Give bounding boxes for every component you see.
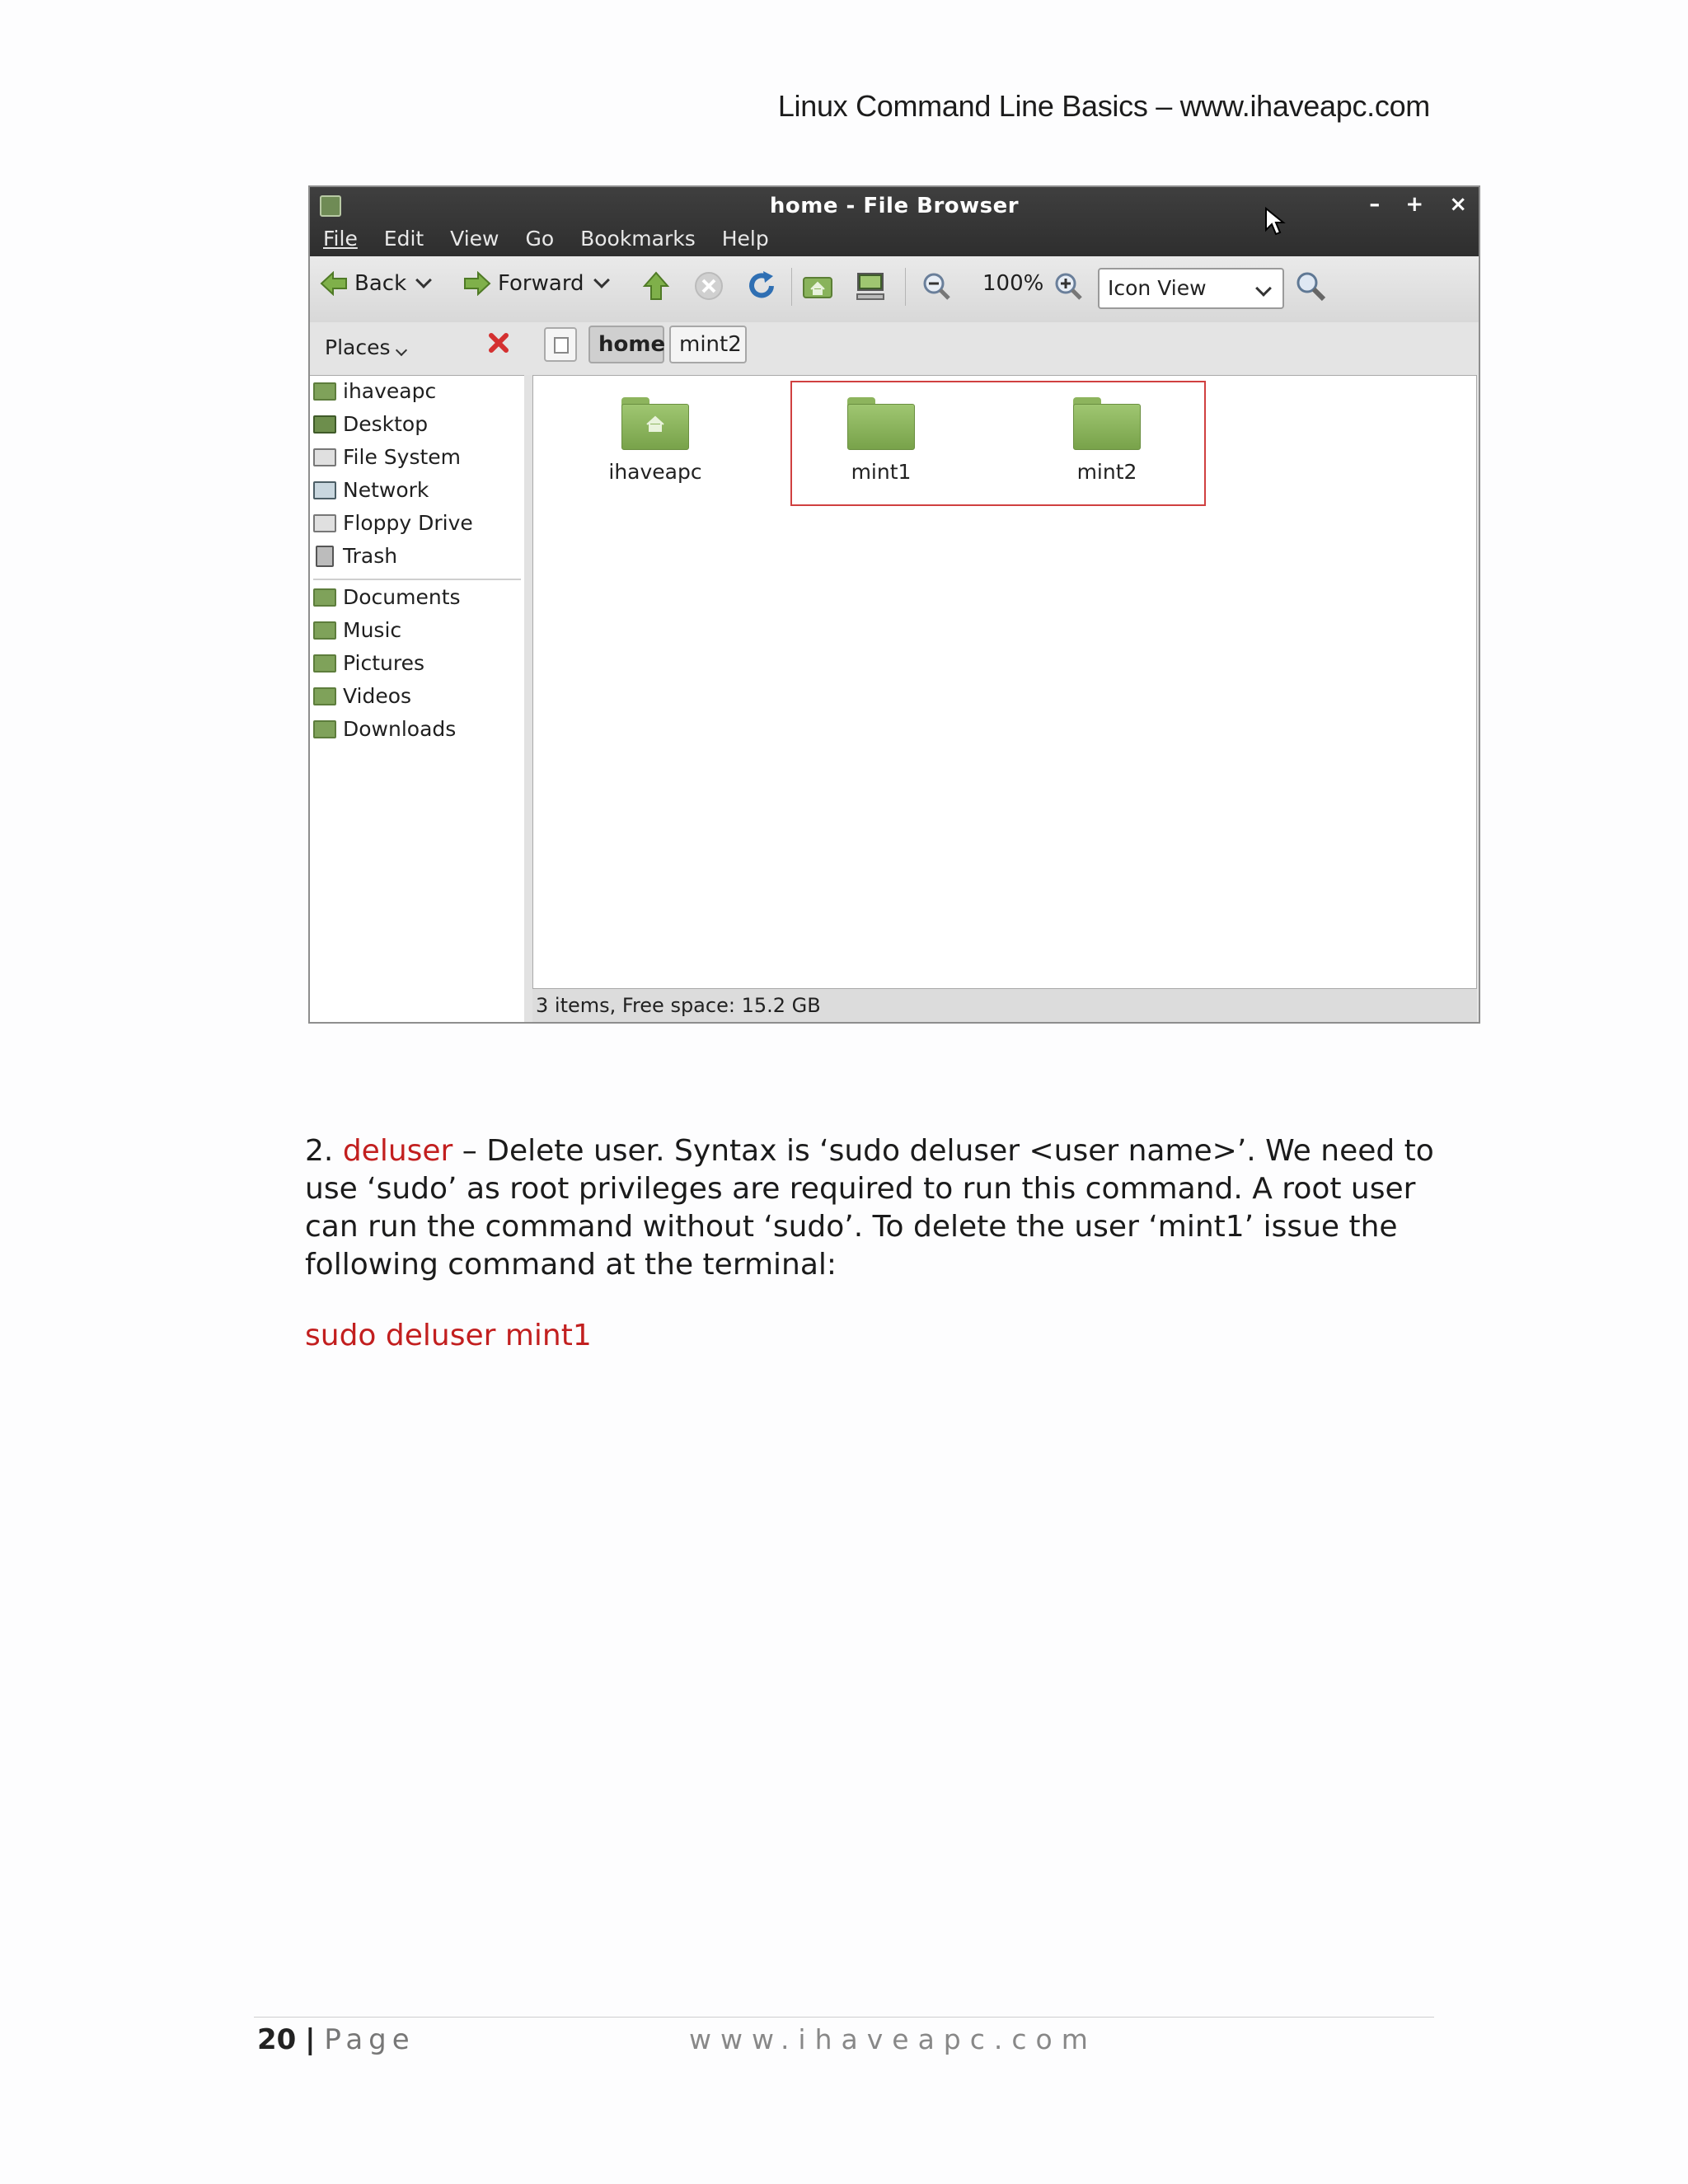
floppy-drive-icon: [313, 514, 336, 532]
location-bar: [310, 322, 1479, 375]
status-bar: 3 items, Free space: 15.2 GB: [532, 989, 1477, 1022]
page-label: Page: [324, 2023, 415, 2056]
command-example: sudo deluser mint1: [305, 1319, 592, 1352]
home-folder-icon: [621, 397, 689, 450]
home-folder-icon: [313, 382, 336, 401]
sidebar-item-label: Desktop: [343, 412, 429, 436]
documents-folder-icon: [313, 588, 336, 607]
music-folder-icon: [313, 621, 336, 640]
sidebar-item-label: Documents: [343, 585, 461, 609]
body-paragraph: [305, 1132, 1475, 1284]
folder-icon: [1073, 397, 1141, 450]
view-mode-value: Icon View: [1108, 276, 1207, 300]
up-arrow-icon[interactable]: [640, 269, 673, 302]
videos-folder-icon: [313, 687, 336, 705]
view-mode-select[interactable]: [1098, 268, 1284, 309]
toolbar-separator: [791, 268, 792, 306]
trash-icon: [316, 546, 334, 567]
forward-button[interactable]: [463, 271, 607, 296]
computer-icon[interactable]: [854, 269, 887, 302]
menu-go[interactable]: Go: [525, 227, 555, 251]
reload-icon[interactable]: [745, 269, 778, 302]
maximize-button[interactable]: +: [1405, 192, 1424, 217]
forward-history-chevron-icon[interactable]: [593, 272, 610, 288]
stop-icon[interactable]: [692, 269, 725, 302]
back-button[interactable]: [320, 271, 429, 296]
file-item-ihaveapc[interactable]: [581, 397, 729, 484]
sidebar-item-label: Downloads: [343, 717, 457, 741]
footer-page-number: [257, 2023, 415, 2056]
menu-bookmarks[interactable]: Bookmarks: [580, 227, 696, 251]
location-toggle-button[interactable]: [544, 327, 577, 362]
forward-arrow-icon: [463, 271, 491, 296]
forward-label: Forward: [498, 271, 584, 296]
mouse-cursor-icon: [1264, 207, 1286, 237]
sidebar: [310, 375, 526, 1023]
page-separator: |: [305, 2023, 316, 2056]
folder-icon: [847, 397, 915, 450]
file-item-mint2[interactable]: [1033, 397, 1181, 484]
sidebar-item-trash[interactable]: [313, 544, 397, 568]
menu-view[interactable]: View: [450, 227, 499, 251]
sidebar-item-pictures[interactable]: [313, 651, 424, 675]
menu-bar: [323, 227, 789, 251]
menu-help[interactable]: Help: [721, 227, 769, 251]
footer-site: www.ihaveapc.com: [689, 2023, 1097, 2055]
sidebar-item-file-system[interactable]: [313, 445, 461, 469]
toolbar: [310, 256, 1479, 323]
toolbar-separator: [905, 268, 906, 306]
zoom-in-icon[interactable]: [1052, 269, 1085, 302]
file-item-label: ihaveapc: [608, 460, 702, 484]
sidebar-item-music[interactable]: [313, 618, 401, 642]
item-number: 2.: [305, 1134, 334, 1168]
sidebar-item-label: Trash: [343, 544, 398, 568]
file-browser-window: [308, 185, 1480, 1024]
title-bar[interactable]: [310, 187, 1479, 256]
home-folder-icon[interactable]: [801, 269, 834, 302]
zoom-out-icon[interactable]: [920, 269, 953, 302]
sidebar-item-label: Network: [343, 478, 429, 502]
close-sidebar-icon[interactable]: [486, 330, 511, 355]
running-header: Linux Command Line Basics – www.ihaveapc.com: [777, 89, 1430, 123]
places-dropdown[interactable]: [325, 335, 406, 359]
places-chevron-icon: [395, 344, 406, 356]
window-title: home - File Browser: [769, 194, 1020, 218]
page-number: 20: [257, 2023, 297, 2056]
sidebar-item-label: Floppy Drive: [343, 511, 473, 535]
close-window-button[interactable]: ×: [1449, 192, 1467, 217]
menu-file[interactable]: File: [323, 227, 358, 251]
file-item-label: mint1: [851, 460, 912, 484]
file-item-label: mint2: [1076, 460, 1137, 484]
pictures-folder-icon: [313, 654, 336, 673]
back-label: Back: [354, 271, 407, 296]
sidebar-item-label: Pictures: [343, 651, 424, 675]
footer-divider: [254, 2017, 1434, 2018]
paragraph-text: – Delete user. Syntax is ‘sudo deluser <user name>’. We need to use ‘sudo’ as root privileges are required to run this command. A root user can run the command without ‘sudo’. To delete the user ‘mint1’ issue the following command at the terminal:: [305, 1134, 1434, 1282]
sidebar-item-floppy-drive[interactable]: [313, 511, 473, 535]
chevron-down-icon: [1255, 280, 1272, 297]
breadcrumb-mint2[interactable]: mint2: [669, 326, 747, 363]
drive-icon: [313, 448, 336, 466]
file-view: [532, 375, 1477, 989]
desktop-icon: [313, 415, 336, 434]
back-arrow-icon: [320, 271, 348, 296]
command-name: deluser: [342, 1134, 453, 1168]
sidebar-item-label: ihaveapc: [343, 379, 437, 403]
downloads-folder-icon: [313, 720, 336, 738]
sidebar-item-downloads[interactable]: [313, 717, 456, 741]
window-controls: [1351, 192, 1467, 217]
sidebar-item-documents[interactable]: [313, 585, 461, 609]
sidebar-item-videos[interactable]: [313, 684, 411, 708]
sidebar-item-ihaveapc[interactable]: [313, 379, 436, 403]
sidebar-item-label: Videos: [343, 684, 412, 708]
sidebar-item-network[interactable]: [313, 478, 429, 502]
file-item-mint1[interactable]: [807, 397, 955, 484]
minimize-button[interactable]: –: [1369, 192, 1381, 217]
zoom-level: 100%: [982, 271, 1044, 296]
network-icon: [313, 481, 336, 499]
search-icon[interactable]: [1294, 269, 1327, 302]
menu-edit[interactable]: Edit: [383, 227, 424, 251]
sidebar-divider: [313, 579, 521, 580]
pane-splitter[interactable]: [524, 375, 532, 1022]
places-label: Places: [325, 335, 391, 359]
sidebar-item-label: Music: [343, 618, 402, 642]
sidebar-item-label: File System: [343, 445, 462, 469]
sidebar-item-desktop[interactable]: [313, 412, 428, 436]
back-history-chevron-icon[interactable]: [415, 272, 432, 288]
breadcrumb-home[interactable]: home: [588, 326, 664, 363]
